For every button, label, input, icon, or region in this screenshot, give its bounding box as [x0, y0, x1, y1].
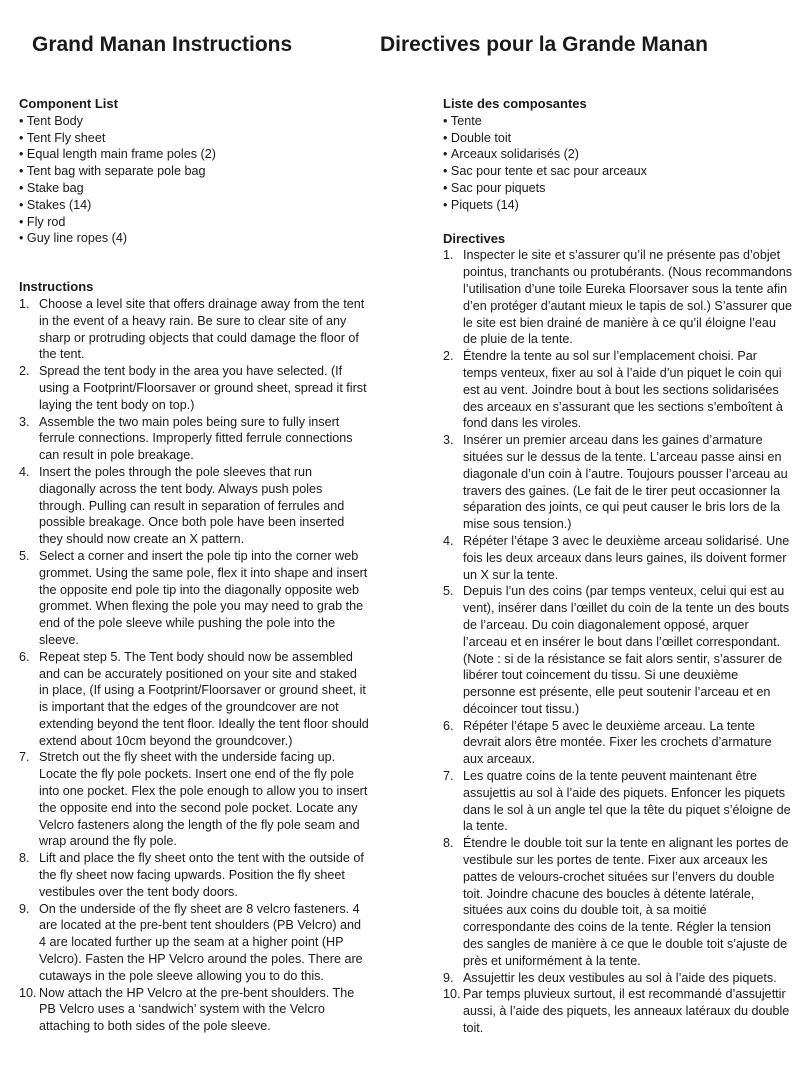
component-item: • Sac pour piquets [443, 180, 793, 197]
component-item: • Tent bag with separate pole bag [19, 163, 369, 180]
component-item: • Stakes (14) [19, 197, 369, 214]
step-number: 8. [443, 836, 454, 851]
instruction-step [443, 533, 793, 583]
step-number: 2. [19, 364, 30, 379]
step-number: 5. [443, 584, 454, 599]
step-text: Assujettir les deux vestibules au sol à l’aide des piquets. [463, 970, 777, 985]
component-item: • Stake bag [19, 180, 369, 197]
instruction-step [443, 432, 793, 533]
step-text: On the underside of the fly sheet are 8 velcro fasteners. 4 are located at the pre-bent tent shoulders (PB Velcro) and 4 are located further up the seam at a higher point (HP Velcro). Fasten the HP Velcro around the poles. There are cutaways in the pole sleeve allowing you to do this. [39, 901, 363, 983]
instruction-step [19, 296, 369, 363]
component-list-fr [443, 113, 793, 214]
component-item: • Tent Body [19, 113, 369, 130]
step-text: Select a corner and insert the pole tip into the corner web grommet. Using the same pole, flex it into shape and insert the opposite end pole tip into the diagonally opposite web grommet. When flexing the pole you may need to grab the end of the pole sleeve while pushing the pole into the sleeve. [39, 548, 368, 647]
step-number: 1. [19, 296, 30, 311]
step-text: Les quatre coins de la tente peuvent maintenant être assujettis au sol à l’aide des piquets. Enfoncer les piquets dans le sol à un angle tel que la tête du piquet s’éloigne de la tente. [463, 769, 791, 834]
step-number: 9. [443, 970, 454, 985]
step-text: Depuis l’un des coins (par temps venteux, celui qui est au vent), insérer dans l’œillet du coin de la tente un des bouts de l’arceau. Du coin diagonalement opposé, arquer l’arceau et en insérer le bout dans l’œillet correspondant. (Note : si de la résistance se fait alors sentir, s’assurer de libérer tout coincement du tissu. Si une deuxième personne est présente, elle peut soutenir l’arceau et en décoincer tout tissu.) [463, 584, 790, 716]
step-number: 4. [443, 533, 454, 548]
step-text: Inspecter le site et s’assurer qu’il ne présente pas d’objet pointus, tranchants ou protubérants. (Nous recommandons l’utilisation d’une toile Eureka Floorsaver sous la tente afin d’en protéger d’autant mieux le tapis de sol.) S’assurer que le site est bien drainé de manière à ce qu’il éloigne l’eau de pluie de la tente. [463, 248, 793, 347]
step-text: Spread the tent body in the area you have selected. (If using a Footprint/Floorsaver or ground sheet, spread it first laying the tent body on top.) [39, 364, 367, 412]
step-text: Now attach the HP Velcro at the pre-bent shoulders. The PB Velcro uses a ‘sandwich’ system with the Velcro attaching to both sides of the pole sleeve. [39, 985, 355, 1034]
component-item: • Guy line ropes (4) [19, 230, 369, 247]
step-number: 4. [19, 464, 30, 479]
component-list-heading-fr: Liste des composantes [443, 96, 587, 111]
instruction-step [19, 548, 369, 649]
component-item: • Arceaux solidarisés (2) [443, 146, 793, 163]
component-item: • Tent Fly sheet [19, 130, 369, 147]
english-column [19, 96, 369, 1035]
instruction-step [19, 749, 369, 850]
step-text: Insert the poles through the pole sleeves that run diagonally across the tent body. Always push poles through. Pulling can result in separation of ferrules and possible breakage. Once both pole have been inserted they should now create an X pattern. [39, 464, 345, 547]
instruction-step [443, 348, 793, 432]
step-number: 10. [443, 987, 461, 1002]
step-number: 2. [443, 349, 454, 364]
instruction-step [19, 850, 369, 900]
instructions-heading: Instructions [19, 279, 94, 295]
section-spacer [19, 247, 369, 279]
section-spacer [443, 214, 793, 231]
instruction-step [443, 768, 793, 835]
french-column [443, 96, 793, 1037]
page-title-french: Directives pour la Grande Manan [380, 33, 708, 56]
step-text: Stretch out the fly sheet with the underside facing up. Locate the fly pole pockets. Insert one end of the fly pole into one pocket. Flex the pole enough to allow you to insert the opposite end into the second pole pocket. Locate any Velcro fasteners along the length of the fly pole seam and wrap around the fly pole. [39, 750, 368, 849]
step-text: Répéter l’étape 3 avec le deuxième arceau solidarisé. Une fois les deux arceaux dans leurs gaines, ils doivent former un X sur la tente. [463, 533, 790, 582]
step-number: 10. [19, 985, 37, 1000]
step-text: Assemble the two main poles being sure to fully insert ferrule connections. Improperly fitted ferrule connections can result in pole breakage. [39, 414, 353, 463]
step-text: Lift and place the fly sheet onto the tent with the outside of the fly sheet now facing upwards. Position the fly sheet vestibules over the tent body doors. [39, 851, 364, 899]
step-text: Étendre la tente au sol sur l’emplacement choisi. Par temps venteux, fixer au sol à l’aide d’un piquet le coin qui est au vent. Joindre bout à bout les sections solidarisées des arceaux en s’assurant que les sections s’emboîtent à fond dans les viroles. [463, 349, 783, 431]
step-number: 5. [19, 548, 30, 563]
instruction-step [443, 986, 793, 1036]
step-number: 3. [19, 414, 30, 429]
step-text: Répéter l’étape 5 avec le deuxième arceau. La tente devrait alors être montée. Fixer les crochets d’armature aux arceaux. [463, 718, 772, 767]
page-title-english: Grand Manan Instructions [32, 33, 293, 56]
directives-heading: Directives [443, 230, 506, 246]
instruction-step [19, 985, 369, 1035]
step-text: Choose a level site that offers drainage away from the tent in the event of a heavy rain. Be sure to clear site of any sharp or protruding objects that could damage the floor of the tent. [39, 296, 365, 362]
directives-list [443, 247, 793, 1036]
instruction-step [19, 363, 369, 413]
instruction-step [19, 414, 369, 464]
step-text: Étendre le double toit sur la tente en alignant les portes de vestibule sur les portes de tente. Fixer aux arceaux les pattes de velours-crochet situées sur l’envers du double toit. Joindre chacune des boucles à détente latérale, situées aux coins du double toit, à sa moitié correspondante des coins de la tente. Régler la tension des sangles de manière à ce que le double toit s’ajuste de près et uniformément à la tente. [463, 836, 789, 968]
instruction-step [443, 583, 793, 717]
step-text: Repeat step 5. The Tent body should now be assembled and can be accurately positioned on your site and staked in place, (If using a Footprint/Floorsaver or ground sheet, it is important that the edges of the groundcover are not extending beyond the tent floor. Ideally the tent floor should extend about 10cm beyond the groundcover.) [39, 649, 369, 748]
instruction-step [19, 649, 369, 750]
step-text: Insérer un premier arceau dans les gaines d’armature situées sur le dessus de la tente. L’arceau passe ainsi en diagonale d’un coin à l’autre. Toujours pousser l’arceau au travers des gaines. (Le fait de le tirer peut occasionner la séparation des joints, ce qui peut causer le bris lors de la mise sous tension.) [463, 433, 788, 532]
component-item: • Double toit [443, 130, 793, 147]
instruction-step [19, 901, 369, 985]
step-text: Par temps pluvieux surtout, il est recommandé d’assujettir aussi, à l’aide des piquets, les anneaux latéraux du double toit. [463, 987, 790, 1036]
component-item: • Fly rod [19, 214, 369, 231]
step-number: 8. [19, 851, 30, 866]
step-number: 6. [443, 718, 454, 733]
step-number: 1. [443, 248, 454, 263]
instructions-list [19, 296, 369, 1035]
instruction-step [19, 464, 369, 548]
step-number: 3. [443, 433, 454, 448]
instruction-step [443, 970, 793, 987]
instruction-step [443, 718, 793, 768]
step-number: 9. [19, 901, 30, 916]
component-item: • Sac pour tente et sac pour arceaux [443, 163, 793, 180]
component-item: • Piquets (14) [443, 197, 793, 214]
component-list [19, 113, 369, 247]
instruction-step [443, 835, 793, 969]
component-list-heading: Component List [19, 96, 118, 111]
step-number: 6. [19, 649, 30, 664]
component-item: • Equal length main frame poles (2) [19, 146, 369, 163]
instruction-step [443, 247, 793, 348]
step-number: 7. [19, 750, 30, 765]
step-number: 7. [443, 769, 454, 784]
component-item: • Tente [443, 113, 793, 130]
